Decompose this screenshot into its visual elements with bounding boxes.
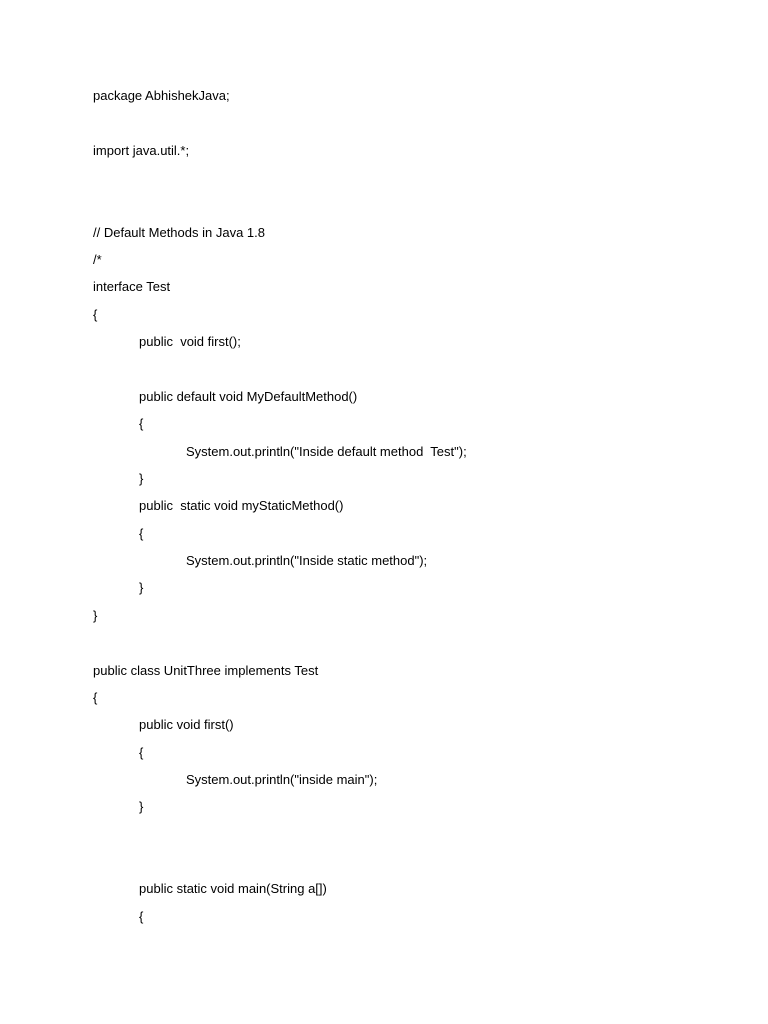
- code-line-package: package AbhishekJava;: [93, 88, 230, 103]
- code-line-println-main: System.out.println("inside main");: [186, 772, 378, 787]
- code-line-method-first-impl: public void first(): [139, 717, 234, 732]
- code-line-close-brace: }: [93, 608, 98, 623]
- code-line-block-comment-open: /*: [93, 252, 102, 267]
- code-line-open-brace: {: [139, 416, 144, 431]
- code-line-println-static: System.out.println("Inside static method");: [186, 553, 428, 568]
- code-line-open-brace: {: [139, 526, 144, 541]
- code-line-main-decl: public static void main(String a[]): [139, 881, 327, 896]
- code-line-import: import java.util.*;: [93, 143, 190, 158]
- code-line-comment: // Default Methods in Java 1.8: [93, 225, 265, 240]
- code-line-close-brace: }: [139, 580, 144, 595]
- code-line-close-brace: }: [139, 799, 144, 814]
- code-line-interface-decl: interface Test: [93, 279, 171, 294]
- code-line-println-default: System.out.println("Inside default method Test");: [186, 444, 467, 459]
- code-line-open-brace: {: [139, 909, 144, 924]
- code-line-default-method-decl: public default void MyDefaultMethod(): [139, 389, 358, 404]
- code-line-method-first-decl: public void first();: [139, 334, 241, 349]
- code-line-close-brace: }: [139, 471, 144, 486]
- code-line-class-decl: public class UnitThree implements Test: [93, 663, 319, 678]
- code-line-static-method-decl: public static void myStaticMethod(): [139, 498, 344, 513]
- code-line-open-brace: {: [93, 690, 98, 705]
- code-line-open-brace: {: [93, 307, 98, 322]
- code-line-open-brace: {: [139, 745, 144, 760]
